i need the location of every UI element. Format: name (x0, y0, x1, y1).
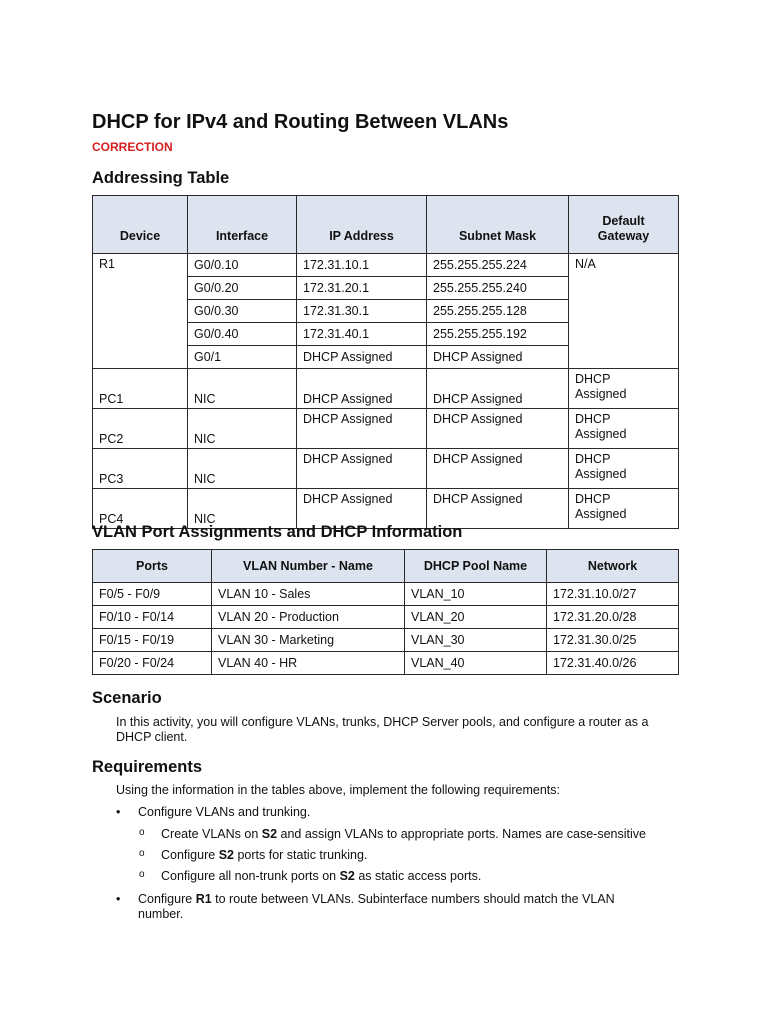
table-row (93, 449, 679, 489)
cell-ports: F0/15 - F0/19 (93, 629, 212, 652)
header-default-gateway (569, 196, 679, 254)
cell-gateway (569, 449, 679, 489)
scenario-heading: Scenario (92, 689, 162, 707)
cell-vlan: VLAN 40 - HR (212, 652, 405, 675)
text-part: and assign VLANs to appropriate ports. Names are case-sensitive (277, 827, 646, 841)
cell-mask: 255.255.255.240 (427, 277, 569, 300)
gateway-text: DHCP Assigned (575, 412, 627, 441)
addressing-table-heading: Addressing Table (92, 169, 230, 187)
addressing-table (92, 195, 679, 529)
cell-gateway-r1: N/A (569, 254, 679, 369)
cell-pool: VLAN_30 (405, 629, 547, 652)
hollow-circle-icon: o (139, 827, 145, 838)
header-ports: Ports (93, 550, 212, 583)
cell-gateway (569, 409, 679, 449)
requirement-sub-2 (161, 848, 367, 863)
text-bold: S2 (261, 827, 278, 841)
text-part: Configure (138, 892, 196, 906)
cell-device: PC4 (93, 489, 188, 529)
text-part: Create VLANs on (161, 827, 262, 841)
gateway-text: DHCP Assigned (575, 492, 627, 521)
text-bold: S2 (218, 848, 234, 862)
cell-vlan: VLAN 30 - Marketing (212, 629, 405, 652)
cell-ports: F0/20 - F0/24 (93, 652, 212, 675)
requirement-sub-3 (161, 869, 481, 884)
cell-ip: 172.31.20.1 (297, 277, 427, 300)
cell-ip: 172.31.30.1 (297, 300, 427, 323)
table-row (93, 606, 679, 629)
scenario-text: In this activity, you will configure VLANs, trunks, DHCP Server pools, and configure a router as a DHCP client. (116, 715, 649, 744)
cell-network: 172.31.20.0/28 (547, 606, 679, 629)
table-row (93, 629, 679, 652)
cell-interface: NIC (188, 409, 297, 449)
vlan-table-heading: VLAN Port Assignments and DHCP Information (92, 523, 463, 541)
bullet-dot-icon: • (116, 892, 121, 906)
header-dhcp-pool-name: DHCP Pool Name (405, 550, 547, 583)
cell-device: PC1 (93, 369, 188, 409)
cell-ip: 172.31.40.1 (297, 323, 427, 346)
requirements-heading: Requirements (92, 758, 203, 776)
cell-interface: NIC (188, 449, 297, 489)
hollow-circle-icon: o (139, 869, 145, 880)
cell-interface: NIC (188, 489, 297, 529)
cell-mask: 255.255.255.128 (427, 300, 569, 323)
cell-vlan: VLAN 20 - Production (212, 606, 405, 629)
cell-mask: DHCP Assigned (427, 489, 569, 529)
cell-network: 172.31.10.0/27 (547, 583, 679, 606)
cell-gateway (569, 369, 679, 409)
header-subnet-mask: Subnet Mask (427, 196, 569, 254)
requirements-intro: Using the information in the tables above, implement the following requirements: (116, 783, 560, 797)
cell-mask: DHCP Assigned (427, 369, 569, 409)
correction-label: CORRECTION (92, 140, 173, 154)
cell-device: PC2 (93, 409, 188, 449)
header-ip-address: IP Address (297, 196, 427, 254)
text-part: as static access ports. (354, 869, 482, 883)
cell-device: PC3 (93, 449, 188, 489)
cell-ip: 172.31.10.1 (297, 254, 427, 277)
cell-pool: VLAN_10 (405, 583, 547, 606)
table-header-row (93, 550, 679, 583)
cell-pool: VLAN_40 (405, 652, 547, 675)
cell-vlan: VLAN 10 - Sales (212, 583, 405, 606)
bullet-dot-icon: • (116, 805, 121, 819)
text-bold: S2 (339, 869, 355, 883)
header-network: Network (547, 550, 679, 583)
text-part: Configure (161, 848, 219, 862)
header-device: Device (93, 196, 188, 254)
cell-ip: DHCP Assigned (297, 346, 427, 369)
requirement-bullet-2 (138, 892, 638, 922)
cell-interface: G0/0.30 (188, 300, 297, 323)
table-row (93, 369, 679, 409)
text-bold: R1 (195, 892, 212, 906)
cell-mask: DHCP Assigned (427, 346, 569, 369)
cell-mask: 255.255.255.192 (427, 323, 569, 346)
requirement-bullet-1: Configure VLANs and trunking. (138, 805, 311, 819)
cell-mask: DHCP Assigned (427, 449, 569, 489)
vlan-table (92, 549, 679, 675)
table-row (93, 583, 679, 606)
table-row (93, 254, 679, 277)
cell-ports: F0/5 - F0/9 (93, 583, 212, 606)
header-vlan-number-name: VLAN Number - Name (212, 550, 405, 583)
page-title: DHCP for IPv4 and Routing Between VLANs (92, 111, 509, 133)
gateway-text: DHCP Assigned (575, 372, 627, 401)
cell-network: 172.31.30.0/25 (547, 629, 679, 652)
requirement-sub-1 (161, 827, 646, 842)
cell-mask: 255.255.255.224 (427, 254, 569, 277)
cell-ip: DHCP Assigned (297, 369, 427, 409)
header-interface: Interface (188, 196, 297, 254)
cell-interface: G0/0.20 (188, 277, 297, 300)
cell-ports: F0/10 - F0/14 (93, 606, 212, 629)
hollow-circle-icon: o (139, 848, 145, 859)
cell-ip: DHCP Assigned (297, 409, 427, 449)
cell-gateway (569, 489, 679, 529)
cell-pool: VLAN_20 (405, 606, 547, 629)
table-row (93, 652, 679, 675)
cell-interface: G0/0.10 (188, 254, 297, 277)
text-part: Configure all non-trunk ports on (161, 869, 340, 883)
header-default-gateway-text: Default Gateway (597, 214, 650, 243)
text-part: to route between VLANs. Subinterface numbers should match the VLAN number. (138, 892, 615, 921)
cell-interface: NIC (188, 369, 297, 409)
cell-network: 172.31.40.0/26 (547, 652, 679, 675)
table-header-row (93, 196, 679, 254)
cell-mask: DHCP Assigned (427, 409, 569, 449)
cell-device-r1: R1 (93, 254, 188, 369)
table-row (93, 409, 679, 449)
text-part: ports for static trunking. (233, 848, 368, 862)
cell-ip: DHCP Assigned (297, 489, 427, 529)
cell-interface: G0/0.40 (188, 323, 297, 346)
cell-interface: G0/1 (188, 346, 297, 369)
gateway-text: DHCP Assigned (575, 452, 627, 481)
cell-ip: DHCP Assigned (297, 449, 427, 489)
